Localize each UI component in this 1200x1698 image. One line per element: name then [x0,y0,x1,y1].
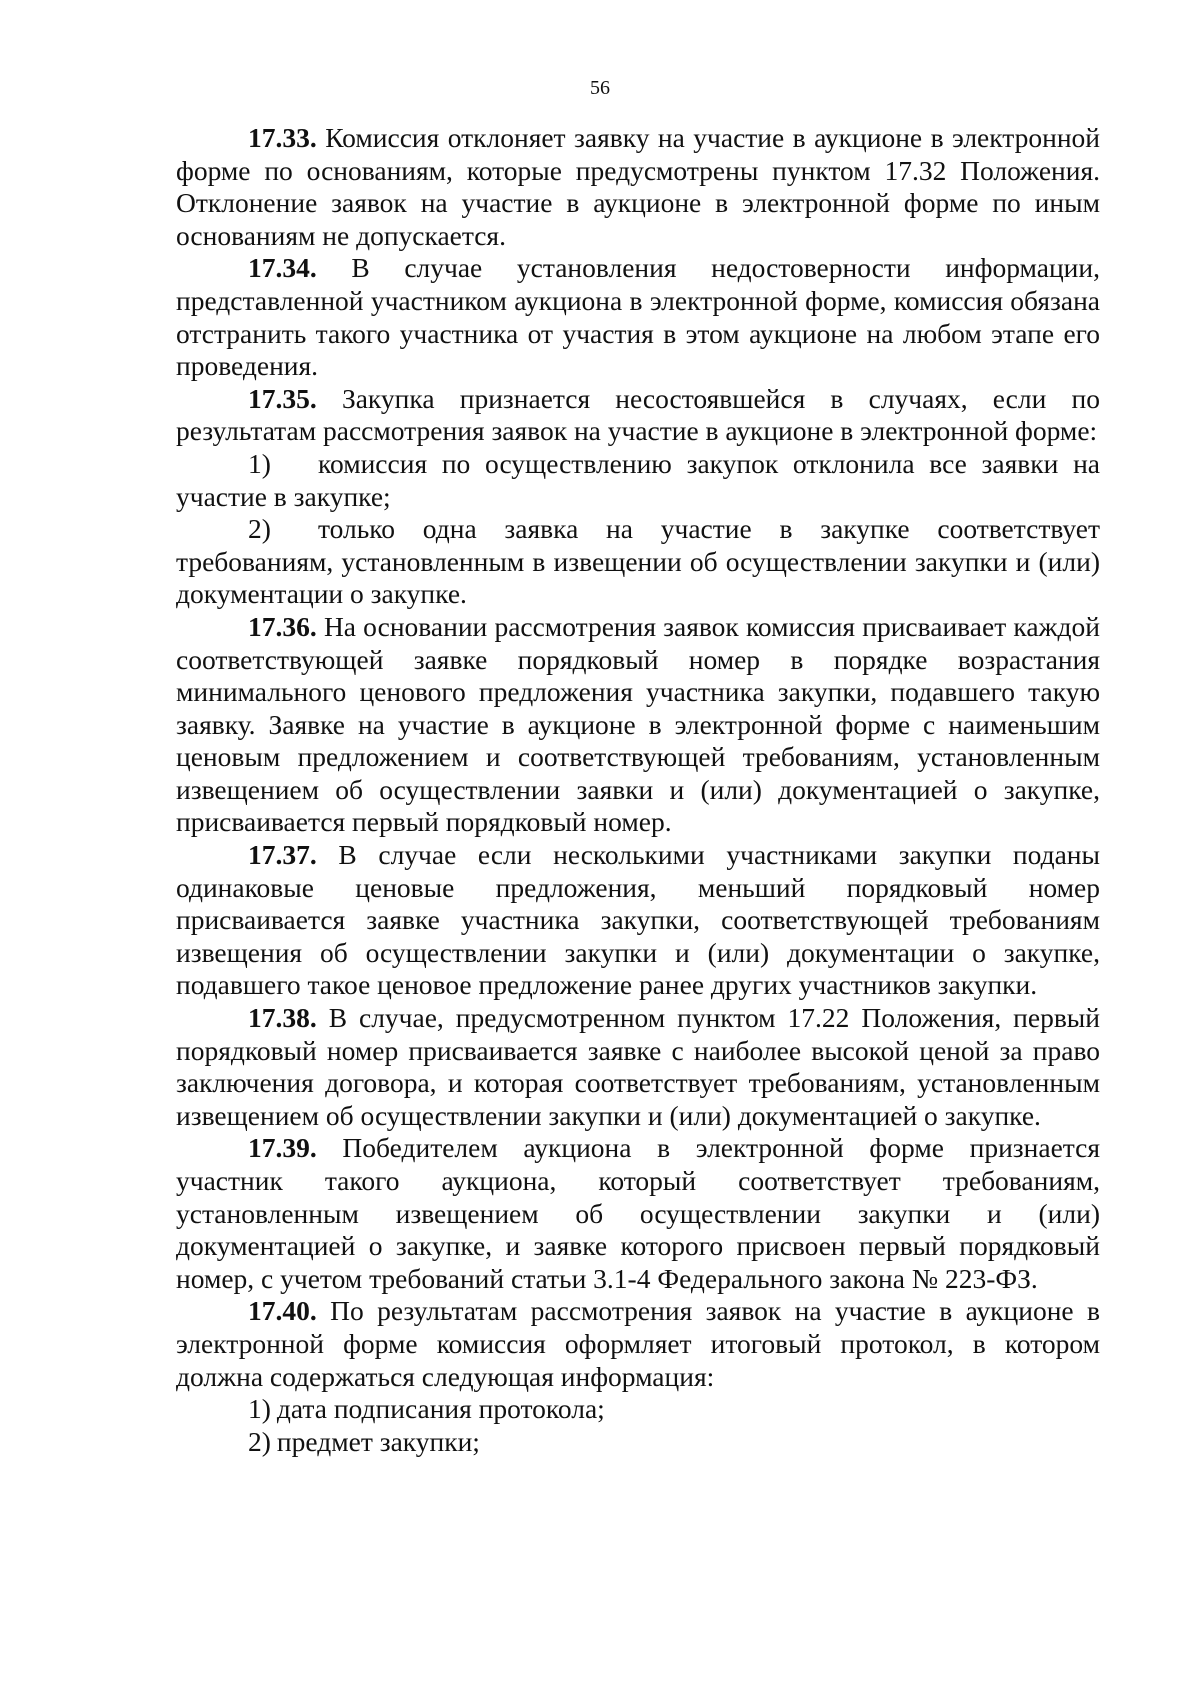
paragraph-number: 17.33. [248,122,317,153]
list-item [176,1393,1100,1426]
paragraph-17-40 [176,1295,1100,1393]
list-item-text: только одна заявка на участие в закупке соответствует требованиям, установленным в извещении об осуществлении закупки и (или) документации о закупке. [176,513,1100,610]
paragraph-text: На основании рассмотрения заявок комиссия присваивает каждой соответствующей заявке порядковый номер в порядке возрастания минимального ценового предложения участника закупки, подавшего такую заявку. Заявке на участие в аукционе в электронной форме с наименьшим ценовым предложением и соответствующей требованиям, установленным извещением об осуществлении заявки и (или) документацией о закупке, присваивается первый порядковый номер. [176,610,1101,838]
paragraph-text: В случае, предусмотренном пунктом 17.22 Положения, первый порядковый номер присваивается заявке с наиболее высокой ценой за право заключения договора, и которая соответствует требованиям, установленным извещением об осуществлении закупки и (или) документацией о закупке. [176,1002,1100,1131]
paragraph-text: Комиссия отклоняет заявку на участие в аукционе в электронной форме по основаниям, которые предусмотрены пунктом 17.32 Положения. Отклонение заявок на участие в аукционе в электронной форме по иным основаниям не допускается. [176,122,1100,251]
paragraph-number: 17.40. [248,1295,317,1327]
page-number: 56 [590,77,610,99]
paragraph-17-35 [176,383,1100,448]
list-item-text: комиссия по осуществлению закупок отклонила все заявки на участие в закупке; [176,447,1100,512]
list-item [176,513,1100,611]
paragraph-17-36 [176,611,1100,839]
paragraph-text: Закупка признается несостоявшейся в случаях, если по результатам рассмотрения заявок на участие в аукционе в электронной форме: [176,382,1100,447]
paragraph-number: 17.39. [248,1132,317,1164]
list-item [176,1426,1100,1459]
list-item-number: 2) [248,513,271,545]
paragraph-text: В случае если несколькими участниками закупки поданы одинаковые ценовые предложения, меньший порядковый номер присваивается заявке участника закупки, соответствующей требованиям извещения об осуществлении закупки и (или) документации о закупке, подавшего такое ценовое предложение ранее других участников закупки. [176,839,1100,1001]
paragraph-number: 17.34. [248,252,317,284]
paragraph-17-39 [176,1132,1100,1295]
paragraph-text: Победителем аукциона в электронной форме признается участник такого аукциона, который соответствует требованиям, установленным извещением об осуществлении закупки и (или) документацией о закупке, и заявке которого присвоен первый порядковый номер, с учетом требований статьи 3.1-4 Федерального закона № 223-ФЗ. [176,1132,1100,1294]
paragraph-17-37 [176,839,1100,1002]
paragraph-17-33 [176,122,1100,252]
paragraph-17-38 [176,1002,1100,1132]
list-item-text: дата подписания протокола; [276,1393,605,1425]
list-item-number: 1) [248,447,271,479]
list-item [176,448,1100,513]
paragraph-17-34 [176,252,1100,382]
paragraph-text: В случае установления недостоверности информации, представленной участником аукциона в электронной форме, комиссия обязана отстранить такого участника от участия в этом аукционе на любом этапе его проведения. [176,252,1100,382]
paragraph-number: 17.37. [248,839,317,871]
paragraph-text: По результатам рассмотрения заявок на участие в аукционе в электронной форме комиссия оформляет итоговый протокол, в котором должна содержаться следующая информация: [176,1295,1101,1392]
paragraph-number: 17.36. [248,610,317,642]
paragraph-number: 17.38. [248,1002,317,1034]
list-item-text: предмет закупки; [276,1425,480,1457]
list-item-number: 1) [248,1393,271,1425]
paragraph-number: 17.35. [248,382,317,414]
list-item-number: 2) [248,1425,271,1457]
document-body [176,122,1100,1458]
